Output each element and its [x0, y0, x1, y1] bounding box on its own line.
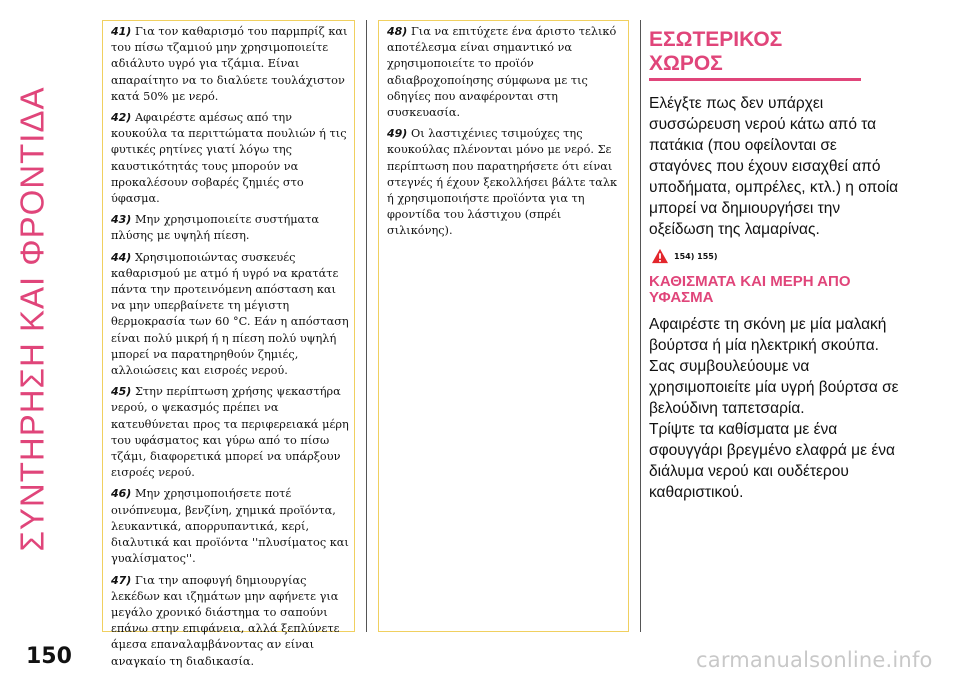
- note-item: [111, 573, 349, 670]
- interior-section: [649, 24, 899, 503]
- subsection-body: Αφαιρέστε τη σκόνη με μία μαλακή βούρτσα ή μία ηλεκτρική σκούπα. Σας συμβουλεύουμε να χρησιμοποιείτε μία υγρή βούρτσα σε βελούδινη ταπετσαρία.: [649, 316, 899, 417]
- note-number: 46): [111, 487, 132, 501]
- page-number: 150: [26, 644, 72, 669]
- note-number: 43): [111, 213, 132, 227]
- note-number: 45): [111, 385, 132, 399]
- note-item: [387, 126, 623, 239]
- note-number: 42): [111, 111, 132, 125]
- note-item: [111, 212, 349, 244]
- note-text: Για την αποφυγή δημιουργίας λεκέδων και ιζημάτων μην αφήνετε για μεγάλο χρονικό διάστημα το σαπούνι επάνω στην επιφάνεια, αλλά ξεπλύνετε άμεσα επαναλαμβάνοντας αν είναι αναγκαίο τη διαδικασία.: [111, 573, 340, 668]
- side-chapter-title-text: ΣΥΝΤΗΡΗΣΗ ΚΑΙ ΦΡΟΝΤΙΔΑ: [14, 86, 51, 552]
- section-title: ΕΣΩΤΕΡΙΚΟΣ ΧΩΡΟΣ: [649, 28, 861, 81]
- note-item: [111, 24, 349, 105]
- note-number: 41): [111, 25, 132, 38]
- note-item: [111, 250, 349, 380]
- subsection-body: Τρίψτε τα καθίσματα με ένα σφουγγάρι βρεγμένο ελαφρά με ένα διάλυμα νερού και ουδέτερου καθαριστικού.: [649, 421, 895, 501]
- note-text: Οι λαστιχένιες τσιμούχες της κουκούλας πλένονται μόνο με νερό. Σε περίπτωση που παρατηρήσετε ότι είναι στεγνές ή έχουν ξεκολλήσει βάλτε ταλκ ή χρησιμοποιήστε προϊόντα για τη φροντίδα του λάστιχου (σπρέι σιλικόνης).: [387, 127, 618, 238]
- note-text: Για να επιτύχετε ένα άριστο τελικό αποτέλεσμα είναι σημαντικό να χρησιμοποιείτε το προϊόν αδιαβροχοποίησης σύμφωνα με τις οδηγίες που αναφέρονται στη συσκευασία.: [387, 25, 617, 120]
- note-item: [111, 110, 349, 207]
- column-divider: [366, 20, 367, 632]
- note-text: Χρησιμοποιώντας συσκευές καθαρισμού με ατμό ή υγρό να κρατάτε πάντα την προτεινόμενη απόσταση και να μην υπερβαίνετε τη μέγιστη θερμοκρασία των 60 °C. Εάν η απόσταση είναι πολύ μικρή ή η πίεση πολύ υψηλή μπορεί να παρατηρηθούν ζημιές, αλλοιώσεις και εισροές νερού.: [111, 250, 349, 378]
- note-text: Μην χρησιμοποιήσετε ποτέ οινόπνευμα, βενζίνη, χημικά προϊόντα, λευκαντικά, απορρυπαντικά, κερί, διαλυτικά και προϊόντα ''πλυσίματος και γυαλίσματος''.: [111, 487, 349, 566]
- note-number: 49): [387, 127, 408, 141]
- warning-triangle-icon: [651, 248, 669, 264]
- section-intro: Ελέγξτε πως δεν υπάρχει συσσώρευση νερού κάτω από τα πατάκια (που οφείλονται σε σταγόνες που έχουν εισαχθεί από υποδήματα, ομπρέλες, κτλ.) η οποία μπορεί να δημιουργήσει την οξείδωση της λαμαρίνας.: [649, 95, 899, 238]
- warning-refs-text: 154) 155): [674, 251, 718, 261]
- note-item: [111, 486, 349, 567]
- column-divider: [640, 20, 641, 632]
- subsection-title: ΚΑΘΙΣΜΑΤΑ ΚΑΙ ΜΕΡΗ ΑΠΟ ΥΦΑΣΜΑ: [649, 273, 851, 306]
- note-number: 47): [111, 573, 132, 587]
- note-text: Για τον καθαρισμό του παρμπρίζ και του πίσω τζαμιού μην χρησιμοποιείτε αδιάλυτο υγρό για τζάμια. Είναι απαραίτητο να το διαλύετε τουλάχιστον κατά 50% με νερό.: [111, 25, 348, 103]
- warning-reference: [649, 248, 899, 264]
- notes-column-left: [111, 24, 349, 675]
- note-item: [387, 24, 623, 121]
- note-text: Μην χρησιμοποιείτε συστήματα πλύσης με υψηλή πίεση.: [111, 213, 320, 243]
- note-number: 44): [111, 250, 132, 264]
- note-text: Αφαιρέστε αμέσως από την κουκούλα τα περιττώματα πουλιών ή τις φυτικές ρητίνες γιατί λόγω της καυστικότητάς τους μπορούν να προκαλέσουν σοβαρές ζημιές στο ύφασμα.: [111, 111, 347, 206]
- side-chapter-title: [8, 24, 58, 614]
- watermark: carmanualsonline.info: [696, 648, 933, 672]
- note-text: Στην περίπτωση χρήσης ψεκαστήρα νερού, ο ψεκασμός πρέπει να κατευθύνεται προς τα περιφερειακά μέρη του υφάσματος και γύρω από το πίσω τζάμι, διαφορετικά μπορεί να υπάρξουν εισροές νερού.: [111, 385, 349, 480]
- notes-column-middle: [387, 24, 623, 245]
- note-number: 48): [387, 25, 408, 38]
- note-item: [111, 384, 349, 481]
